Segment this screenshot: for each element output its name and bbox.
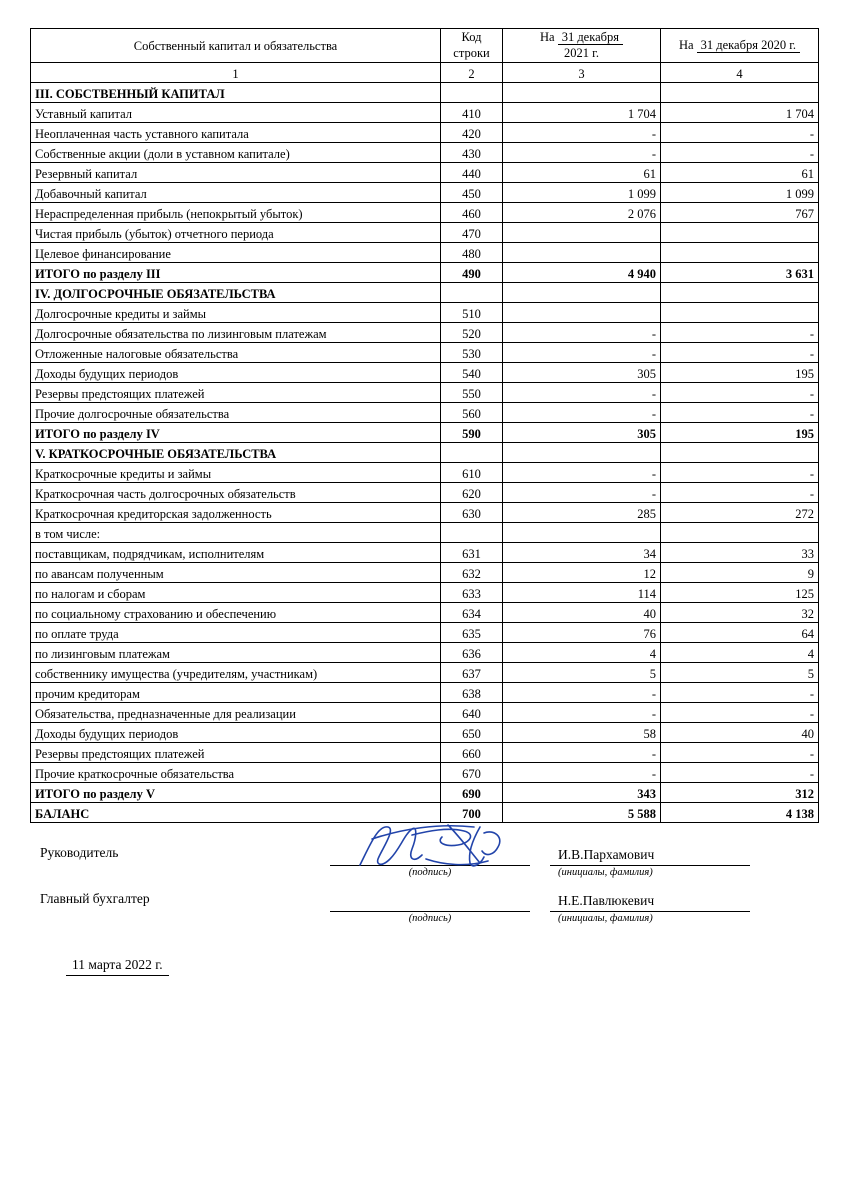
role-director-label: Руководитель <box>40 845 119 861</box>
row-label: ИТОГО по разделу IV <box>31 423 441 443</box>
row-value-2020: 4 <box>661 643 819 663</box>
row-label: ИТОГО по разделу III <box>31 263 441 283</box>
balance-sheet-table <box>30 28 819 823</box>
row-value-2020: - <box>661 343 819 363</box>
colnum-4: 4 <box>661 63 819 83</box>
signature-row-director <box>30 837 818 883</box>
row-value-2021: 305 <box>503 423 661 443</box>
row-value-2021 <box>503 443 661 463</box>
header-2021-line2: 2021 г. <box>564 45 599 60</box>
table-row <box>31 263 819 283</box>
name-line-director <box>550 865 750 866</box>
row-value-2020: 272 <box>661 503 819 523</box>
signature-line-director <box>330 865 530 866</box>
colnum-1: 1 <box>31 63 441 83</box>
header-col-code <box>441 29 503 63</box>
row-label: ИТОГО по разделу V <box>31 783 441 803</box>
row-value-2021 <box>503 223 661 243</box>
row-label: Целевое финансирование <box>31 243 441 263</box>
row-value-2021: - <box>503 763 661 783</box>
row-value-2021: - <box>503 703 661 723</box>
row-value-2020: 4 138 <box>661 803 819 823</box>
table-row <box>31 463 819 483</box>
row-value-2021: - <box>503 383 661 403</box>
row-code: 633 <box>441 583 503 603</box>
row-value-2021 <box>503 243 661 263</box>
row-value-2020: - <box>661 403 819 423</box>
row-value-2020: - <box>661 123 819 143</box>
row-label: Нераспределенная прибыль (непокрытый убыток) <box>31 203 441 223</box>
row-code: 510 <box>441 303 503 323</box>
table-row <box>31 683 819 703</box>
row-label: Краткосрочные кредиты и займы <box>31 463 441 483</box>
table-row <box>31 223 819 243</box>
row-code: 560 <box>441 403 503 423</box>
row-value-2021: - <box>503 403 661 423</box>
table-row <box>31 523 819 543</box>
row-label: Резервный капитал <box>31 163 441 183</box>
row-value-2020: 64 <box>661 623 819 643</box>
row-value-2021: - <box>503 123 661 143</box>
row-value-2020: - <box>661 483 819 503</box>
row-code: 650 <box>441 723 503 743</box>
row-value-2020 <box>661 523 819 543</box>
header-2021-line1 <box>507 30 656 46</box>
row-label: Краткосрочная кредиторская задолженность <box>31 503 441 523</box>
header-code-line1: Код <box>461 30 482 44</box>
table-row <box>31 383 819 403</box>
table-row <box>31 303 819 323</box>
row-value-2021: - <box>503 483 661 503</box>
row-code: 690 <box>441 783 503 803</box>
row-label: Обязательства, предназначенные для реализации <box>31 703 441 723</box>
header-col-name: Собственный капитал и обязательства <box>31 29 441 63</box>
row-label: Доходы будущих периодов <box>31 363 441 383</box>
table-row <box>31 703 819 723</box>
row-label: по социальному страхованию и обеспечению <box>31 603 441 623</box>
row-code <box>441 443 503 463</box>
handwritten-signature-director <box>352 815 542 875</box>
row-label: по оплате труда <box>31 623 441 643</box>
row-label: БАЛАНС <box>31 803 441 823</box>
row-label: Добавочный капитал <box>31 183 441 203</box>
table-row <box>31 203 819 223</box>
row-label: Отложенные налоговые обязательства <box>31 343 441 363</box>
table-row <box>31 783 819 803</box>
row-code: 590 <box>441 423 503 443</box>
row-value-2020: 40 <box>661 723 819 743</box>
row-code: 530 <box>441 343 503 363</box>
row-code: 631 <box>441 543 503 563</box>
row-label: Уставный капитал <box>31 103 441 123</box>
row-value-2020: - <box>661 703 819 723</box>
row-value-2020: 767 <box>661 203 819 223</box>
header-col-2021 <box>503 29 661 63</box>
row-value-2020: 195 <box>661 423 819 443</box>
table-row <box>31 323 819 343</box>
row-code: 420 <box>441 123 503 143</box>
header-code-line2: строки <box>453 45 490 60</box>
row-value-2021: 34 <box>503 543 661 563</box>
role-accountant-label: Главный бухгалтер <box>40 891 150 907</box>
row-value-2021: 58 <box>503 723 661 743</box>
table-row <box>31 543 819 563</box>
row-label: поставщикам, подрядчикам, исполнителям <box>31 543 441 563</box>
row-label: V. КРАТКОСРОЧНЫЕ ОБЯЗАТЕЛЬСТВА <box>31 443 441 463</box>
row-value-2021: 114 <box>503 583 661 603</box>
row-code: 700 <box>441 803 503 823</box>
table-body <box>31 29 819 823</box>
row-label: Краткосрочная часть долгосрочных обязательств <box>31 483 441 503</box>
row-label: III. СОБСТВЕННЫЙ КАПИТАЛ <box>31 83 441 103</box>
row-value-2020: 5 <box>661 663 819 683</box>
row-value-2021: 4 940 <box>503 263 661 283</box>
table-row <box>31 123 819 143</box>
row-value-2020 <box>661 83 819 103</box>
row-label: Долгосрочные кредиты и займы <box>31 303 441 323</box>
row-label: по лизинговым платежам <box>31 643 441 663</box>
header-2021-pre: На <box>539 30 555 44</box>
accountant-name-caption: (инициалы, фамилия) <box>558 913 653 925</box>
row-code: 632 <box>441 563 503 583</box>
row-label: прочим кредиторам <box>31 683 441 703</box>
row-label: Резервы предстоящих платежей <box>31 743 441 763</box>
row-code: 430 <box>441 143 503 163</box>
table-row <box>31 183 819 203</box>
table-row <box>31 283 819 303</box>
table-row <box>31 623 819 643</box>
row-code: 610 <box>441 463 503 483</box>
row-value-2021: 1 704 <box>503 103 661 123</box>
row-value-2020 <box>661 443 819 463</box>
row-label: Чистая прибыль (убыток) отчетного периода <box>31 223 441 243</box>
row-value-2020: - <box>661 743 819 763</box>
row-label: Доходы будущих периодов <box>31 723 441 743</box>
signature-line-accountant <box>330 911 530 912</box>
row-code: 540 <box>441 363 503 383</box>
row-label: по налогам и сборам <box>31 583 441 603</box>
row-code: 630 <box>441 503 503 523</box>
row-label: Собственные акции (доли в уставном капитале) <box>31 143 441 163</box>
signature-caption-accountant: (подпись) <box>408 913 452 925</box>
table-row <box>31 723 819 743</box>
table-row <box>31 243 819 263</box>
row-value-2021: 12 <box>503 563 661 583</box>
row-code <box>441 523 503 543</box>
name-line-accountant <box>550 911 750 912</box>
table-row <box>31 583 819 603</box>
table-row <box>31 343 819 363</box>
row-value-2021: 5 <box>503 663 661 683</box>
row-code: 520 <box>441 323 503 343</box>
row-code: 550 <box>441 383 503 403</box>
colnum-2: 2 <box>441 63 503 83</box>
table-row <box>31 423 819 443</box>
table-row <box>31 483 819 503</box>
row-value-2020: - <box>661 763 819 783</box>
row-value-2020: 195 <box>661 363 819 383</box>
director-name-caption: (инициалы, фамилия) <box>558 867 653 879</box>
row-code: 638 <box>441 683 503 703</box>
signature-caption-director: (подпись) <box>408 867 452 879</box>
row-code: 670 <box>441 763 503 783</box>
row-value-2021 <box>503 283 661 303</box>
row-value-2020: 1 704 <box>661 103 819 123</box>
table-row <box>31 143 819 163</box>
table-row <box>31 743 819 763</box>
row-value-2021: - <box>503 683 661 703</box>
row-value-2020 <box>661 243 819 263</box>
row-code: 640 <box>441 703 503 723</box>
row-value-2021: 40 <box>503 603 661 623</box>
table-row <box>31 403 819 423</box>
row-code: 637 <box>441 663 503 683</box>
row-value-2020: - <box>661 683 819 703</box>
row-value-2020: 33 <box>661 543 819 563</box>
row-value-2021: - <box>503 143 661 163</box>
table-row <box>31 643 819 663</box>
row-value-2021: 285 <box>503 503 661 523</box>
row-label: по авансам полученным <box>31 563 441 583</box>
report-date: 11 марта 2022 г. <box>66 957 169 976</box>
row-value-2020: 125 <box>661 583 819 603</box>
row-code: 480 <box>441 243 503 263</box>
row-code <box>441 83 503 103</box>
row-value-2020: 3 631 <box>661 263 819 283</box>
signature-row-accountant <box>30 883 818 929</box>
row-value-2020: 32 <box>661 603 819 623</box>
table-colnum-row <box>31 63 819 83</box>
row-label: Прочие краткосрочные обязательства <box>31 763 441 783</box>
table-row <box>31 563 819 583</box>
header-2020-pre: На <box>678 37 694 52</box>
row-code: 410 <box>441 103 503 123</box>
row-code: 450 <box>441 183 503 203</box>
header-col-2020 <box>661 29 819 63</box>
row-value-2021: - <box>503 743 661 763</box>
row-value-2021 <box>503 523 661 543</box>
row-value-2021: 343 <box>503 783 661 803</box>
table-row <box>31 603 819 623</box>
row-label: IV. ДОЛГОСРОЧНЫЕ ОБЯЗАТЕЛЬСТВА <box>31 283 441 303</box>
row-label: собственнику имущества (учредителям, участникам) <box>31 663 441 683</box>
header-2021-date: 31 декабря <box>558 30 623 45</box>
row-value-2020: 312 <box>661 783 819 803</box>
header-2020-line1 <box>665 38 814 54</box>
row-value-2021: - <box>503 343 661 363</box>
row-code: 490 <box>441 263 503 283</box>
table-row <box>31 363 819 383</box>
director-name: И.В.Пархамович <box>558 847 655 863</box>
row-value-2020: 9 <box>661 563 819 583</box>
row-code: 620 <box>441 483 503 503</box>
row-code: 470 <box>441 223 503 243</box>
row-value-2021 <box>503 83 661 103</box>
table-row <box>31 163 819 183</box>
table-row <box>31 83 819 103</box>
row-code: 635 <box>441 623 503 643</box>
row-value-2020: 1 099 <box>661 183 819 203</box>
row-code: 634 <box>441 603 503 623</box>
row-value-2020: 61 <box>661 163 819 183</box>
row-value-2020: - <box>661 383 819 403</box>
row-code: 636 <box>441 643 503 663</box>
row-value-2021: 305 <box>503 363 661 383</box>
row-value-2020: - <box>661 323 819 343</box>
row-value-2020 <box>661 303 819 323</box>
row-value-2020: - <box>661 143 819 163</box>
table-row <box>31 503 819 523</box>
row-label: Долгосрочные обязательства по лизинговым платежам <box>31 323 441 343</box>
row-value-2021: 76 <box>503 623 661 643</box>
row-label: в том числе: <box>31 523 441 543</box>
table-row <box>31 763 819 783</box>
row-value-2021: - <box>503 323 661 343</box>
row-value-2021: 2 076 <box>503 203 661 223</box>
header-2020-date: 31 декабря 2020 г. <box>697 38 800 53</box>
row-value-2021: 1 099 <box>503 183 661 203</box>
table-row <box>31 663 819 683</box>
row-value-2020 <box>661 223 819 243</box>
row-value-2021: 61 <box>503 163 661 183</box>
row-label: Резервы предстоящих платежей <box>31 383 441 403</box>
row-label: Неоплаченная часть уставного капитала <box>31 123 441 143</box>
row-value-2021: 5 588 <box>503 803 661 823</box>
row-value-2020 <box>661 283 819 303</box>
table-row <box>31 103 819 123</box>
row-value-2021 <box>503 303 661 323</box>
row-value-2021: 4 <box>503 643 661 663</box>
row-code <box>441 283 503 303</box>
signature-block <box>30 837 818 973</box>
row-code: 660 <box>441 743 503 763</box>
colnum-3: 3 <box>503 63 661 83</box>
table-row <box>31 443 819 463</box>
accountant-name: Н.Е.Павлюкевич <box>558 893 655 909</box>
table-header-row <box>31 29 819 63</box>
row-value-2021: - <box>503 463 661 483</box>
row-code: 440 <box>441 163 503 183</box>
row-code: 460 <box>441 203 503 223</box>
row-value-2020: - <box>661 463 819 483</box>
row-label: Прочие долгосрочные обязательства <box>31 403 441 423</box>
table-row <box>31 803 819 823</box>
